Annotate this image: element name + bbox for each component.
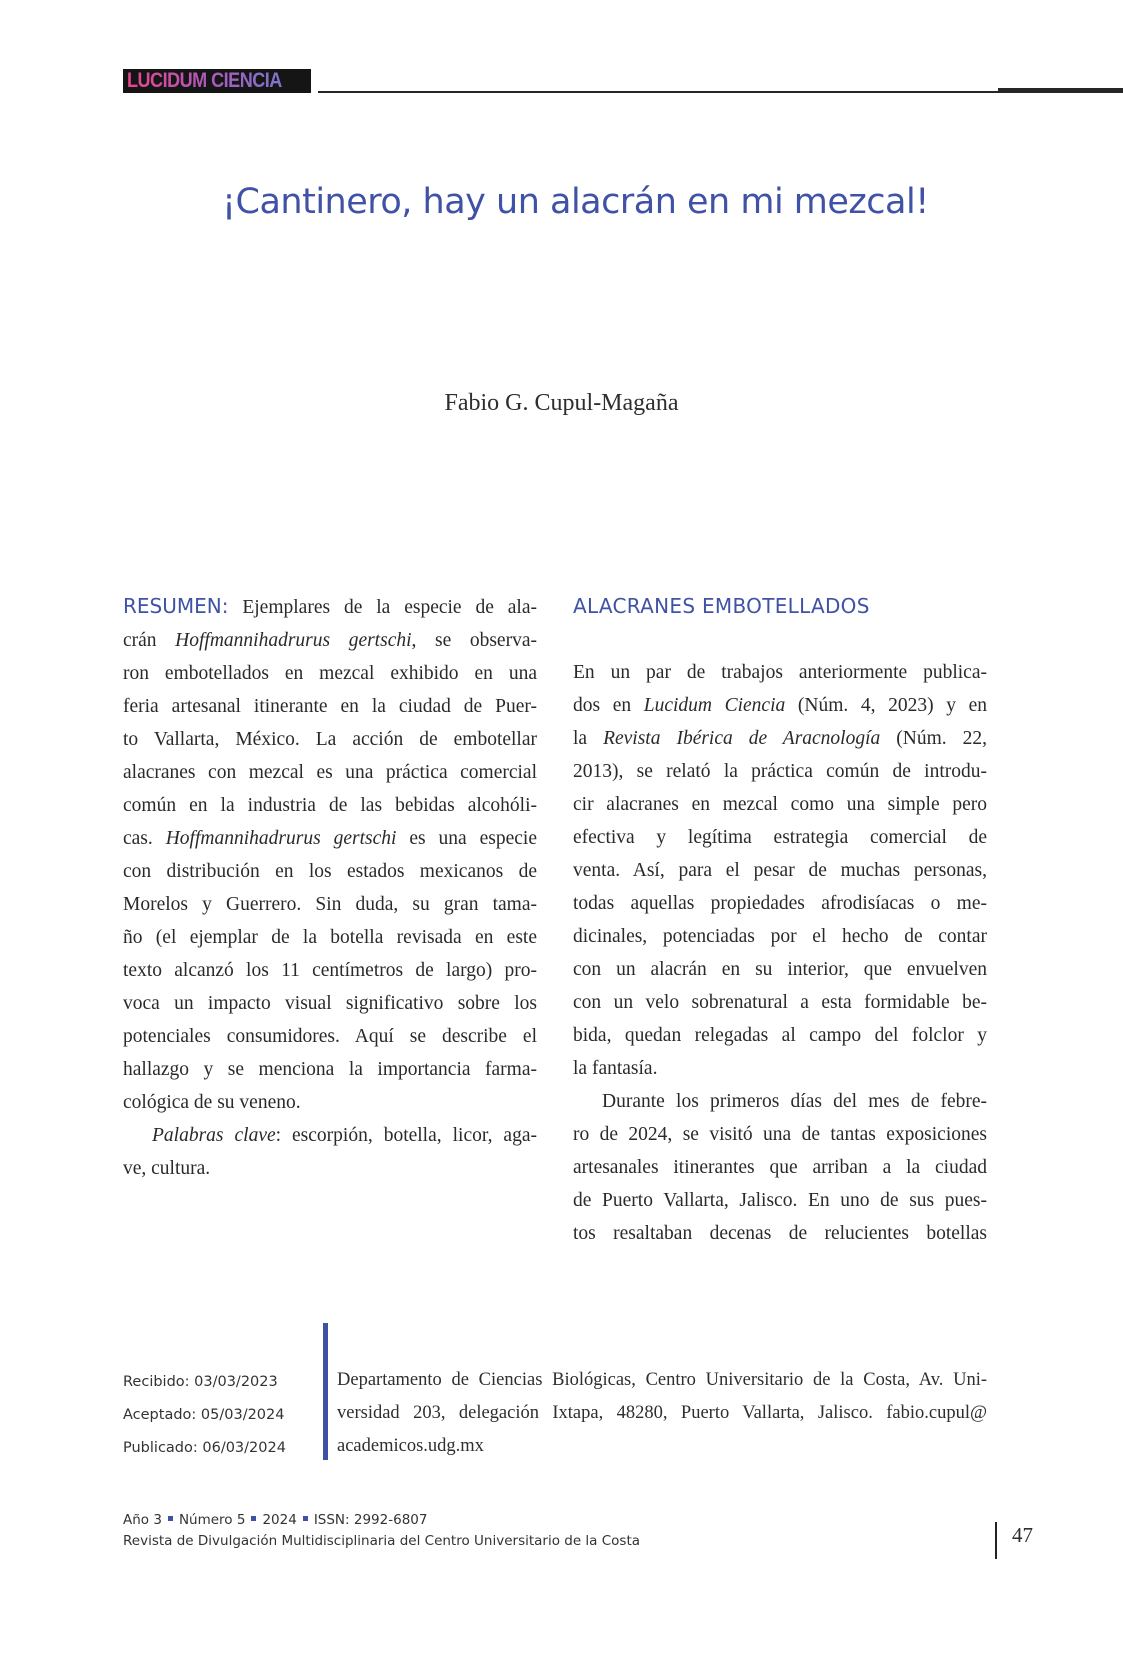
line-content: con distribución en los estados mexicanos de [123,861,537,882]
text-line [573,1019,987,1052]
line-content: Morelos y Guerrero. Sin duda, su gran tama- [123,894,537,915]
text-line [573,1217,987,1250]
text-line [123,756,537,789]
text-line [573,953,987,986]
text-line [123,690,537,723]
text-line [123,657,537,690]
text-line [123,624,537,657]
text-line [573,887,987,920]
text-segment: dos en [573,695,644,716]
text-line [573,722,987,755]
issue-year: 2024 [262,1512,297,1528]
bullet-square-icon [303,1516,308,1521]
header-rule [318,91,998,93]
text-line [123,921,537,954]
line-content: Durante los primeros días del mes de febre- [602,1091,987,1112]
received-date: Recibido: 03/03/2023 [123,1374,278,1390]
article-author: Fabio G. Cupul-Magaña [444,390,679,416]
text-line [123,1152,537,1185]
text-line [573,1052,987,1085]
bullet-square-icon [168,1516,173,1521]
line-content: artesanales itinerantes que arriban a la ciudad [573,1157,987,1178]
line-content: : escorpión, botella, licor, aga- [275,1125,537,1146]
issue-number: Número 5 [178,1512,246,1528]
text-line [123,789,537,822]
line-content: bida, quedan relegadas al campo del folclor y [573,1025,987,1046]
issue-line [123,1510,640,1531]
line-content: la fantasía. [573,1058,658,1079]
article-title: ¡Cantinero, hay un alacrán en mi mezcal! [222,182,929,222]
affiliation-line: Departamento de Ciencias Biológicas, Centro Universitario de la Costa, Av. Uni- [337,1370,987,1390]
volume-year: Año 3 [123,1512,162,1528]
line-content [573,695,987,716]
text-line [123,822,537,855]
abstract-text [123,590,537,1119]
page-number-divider [995,1522,997,1559]
text-line [123,888,537,921]
text-line [573,854,987,887]
italic-segment: Revista Ibérica de Aracnología [603,728,881,749]
paragraph [573,656,987,1085]
italic-segment: Hoffmannihadrurus gertschi [165,828,397,849]
line-content: efectiva y legítima estrategia comercial de [573,827,987,848]
line-content: ro de 2024, se visitó una de tantas exposiciones [573,1124,987,1145]
italic-segment: Lucidum Ciencia [643,695,786,716]
line-content: 2013), se relató la práctica común de introdu- [573,761,987,782]
text-line [123,1020,537,1053]
text-line [123,855,537,888]
line-content: dicinales, potenciadas por el hecho de contar [573,926,987,947]
journal-brand-text: LUCIDUM CIENCIA [127,69,282,92]
text-line [573,821,987,854]
line-content: Ejemplares de la especie de ala- [228,597,537,618]
published-date: Publicado: 06/03/2024 [123,1440,286,1456]
line-content: to Vallarta, México. La acción de embotellar [123,729,537,750]
accepted-date: Aceptado: 05/03/2024 [123,1407,285,1423]
body-column [573,590,987,1250]
text-line [573,656,987,689]
section-heading: ALACRANES EMBOTELLADOS [573,594,870,618]
line-content: ve, cultura. [123,1158,211,1179]
italic-segment: Hoffmannihadrurus gertschi [175,630,412,651]
line-content: alacranes con mezcal es una práctica comercial [123,762,537,783]
line-content: ron embotellados en mezcal exhibido en una [123,663,537,684]
keywords [123,1119,537,1185]
text-line [123,954,537,987]
text-line [573,1184,987,1217]
text-segment: crán [123,630,176,651]
text-line [573,788,987,821]
line-content: con un velo sobrenatural a esta formidable be- [573,992,987,1013]
issn: ISSN: 2992-6807 [313,1512,428,1528]
article-dates [123,1366,286,1465]
text-segment: la [573,728,604,749]
line-content: tos resaltaban decenas de relucientes botellas [573,1223,987,1244]
keywords-label: Palabras clave [152,1125,276,1146]
line-content: cir alacranes en mezcal como una simple pero [573,794,987,815]
line-content: con un alacrán en su interior, que envuelven [573,959,987,980]
bullet-square-icon [251,1516,256,1521]
text-segment: (Núm. 22, [880,728,987,749]
page-number: 47 [1012,1523,1033,1547]
issue-info [123,1510,640,1552]
text-line [123,1086,537,1119]
author-affiliation [337,1364,987,1463]
text-line [573,920,987,953]
line-content: venta. Así, para el pesar de muchas personas, [573,860,987,881]
affiliation-line: versidad 203, delegación Ixtapa, 48280, Puerto Vallarta, Jalisco. fabio.cupul@ [337,1403,987,1423]
line-content: de Puerto Vallarta, Jalisco. En uno de sus pues- [573,1190,987,1211]
text-line [573,1151,987,1184]
text-line [123,987,537,1020]
paragraph [573,1085,987,1250]
abstract-label: RESUMEN: [123,594,229,618]
line-content: todas aquellas propiedades afrodisíacas o me- [573,893,987,914]
line-content: cológica de su veneno. [123,1092,301,1113]
abstract-column [123,590,537,1185]
text-line [573,1085,987,1118]
line-content [573,728,987,749]
journal-name: Revista de Divulgación Multidisciplinaria del Centro Universitario de la Costa [123,1533,641,1549]
text-line [123,723,537,756]
line-content: feria artesanal itinerante en la ciudad de Puer- [123,696,537,717]
text-segment: (Núm. 4, 2023) y en [785,695,987,716]
affiliation-line: academicos.udg.mx [337,1436,484,1456]
line-content [123,828,537,849]
text-line [573,986,987,1019]
text-segment: cas. [123,828,166,849]
journal-brand-logo [123,69,311,93]
header-rule-accent [998,88,1123,93]
line-content: En un par de trabajos anteriormente publica- [573,662,987,683]
text-line [573,755,987,788]
line-content [123,630,537,651]
text-line [573,1118,987,1151]
line-content: hallazgo y se menciona la importancia farma- [123,1059,537,1080]
text-segment: , se observa- [411,630,537,651]
line-content: común en la industria de las bebidas alcohóli- [123,795,537,816]
text-line [123,1053,537,1086]
text-line [123,1119,537,1152]
affiliation-divider [323,1323,328,1460]
line-content: texto alcanzó los 11 centímetros de largo) pro- [123,960,537,981]
text-line [123,590,537,624]
line-content: ño (el ejemplar de la botella revisada en este [123,927,537,948]
text-line [573,689,987,722]
text-segment: es una especie [396,828,538,849]
line-content: voca un impacto visual significativo sobre los [123,993,537,1014]
line-content: potenciales consumidores. Aquí se describe el [123,1026,537,1047]
